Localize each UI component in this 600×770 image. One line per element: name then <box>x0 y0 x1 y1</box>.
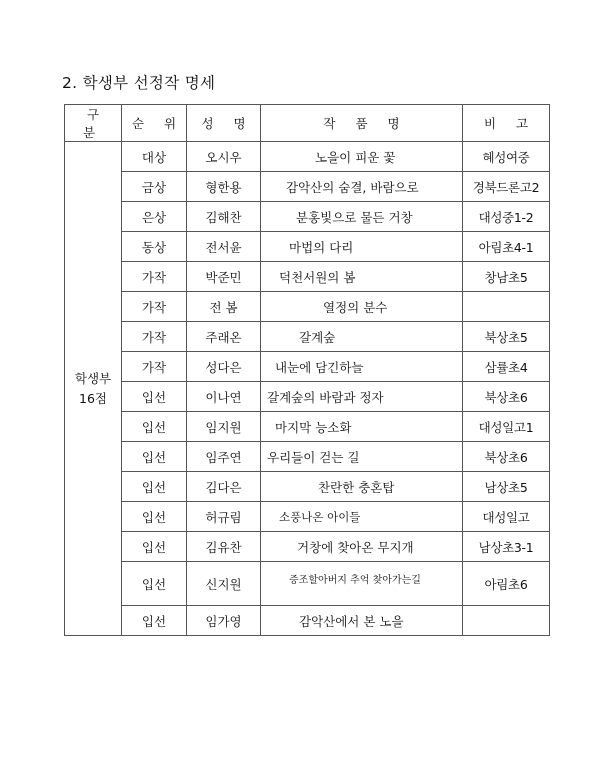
table-row <box>65 352 550 382</box>
category-count: 16점 <box>79 390 107 406</box>
name-cell: 임주연 <box>187 442 261 472</box>
note-cell: 북상초5 <box>463 322 550 352</box>
note-cell: 아림초6 <box>463 562 550 606</box>
note-cell: 대성일고1 <box>463 412 550 442</box>
rank-cell: 입선 <box>122 382 187 412</box>
note-cell: 아림초4-1 <box>463 232 550 262</box>
title-text: 분홍빛으로 물든 거창 <box>296 209 413 225</box>
title-text: 마법의 다리 <box>289 239 354 255</box>
note-cell: 경북드론고2 <box>463 172 550 202</box>
note-cell: 대성일고 <box>463 502 550 532</box>
name-cell: 오시우 <box>187 142 261 172</box>
header-rank: 순 위 <box>122 105 187 142</box>
note-cell: 북상초6 <box>463 442 550 472</box>
table-header-row <box>65 105 550 142</box>
title-cell <box>261 382 463 412</box>
note-cell: 북상초6 <box>463 382 550 412</box>
rank-cell: 가작 <box>122 262 187 292</box>
title-cell <box>261 142 463 172</box>
name-cell: 이나연 <box>187 382 261 412</box>
title-cell <box>261 532 463 562</box>
title-text: 감악산에서 본 노을 <box>299 613 404 629</box>
rank-cell: 가작 <box>122 352 187 382</box>
title-cell <box>261 502 463 532</box>
table-row <box>65 562 550 606</box>
table-row <box>65 442 550 472</box>
title-cell <box>261 352 463 382</box>
rank-cell: 입선 <box>122 532 187 562</box>
note-cell: 남상초3-1 <box>463 532 550 562</box>
title-cell <box>261 262 463 292</box>
note-cell: 남상초5 <box>463 472 550 502</box>
title-text: 갈계숲의 바람과 정자 <box>267 389 384 405</box>
note-cell: 혜성여중 <box>463 142 550 172</box>
table-row <box>65 472 550 502</box>
name-cell: 주래온 <box>187 322 261 352</box>
title-cell <box>261 472 463 502</box>
table-row <box>65 532 550 562</box>
title-cell <box>261 412 463 442</box>
rank-cell: 입선 <box>122 606 187 636</box>
name-cell: 형한용 <box>187 172 261 202</box>
title-text: 내눈에 담긴하늘 <box>275 359 364 375</box>
name-cell: 전서윤 <box>187 232 261 262</box>
rank-cell: 입선 <box>122 502 187 532</box>
header-note: 비 고 <box>463 105 550 142</box>
rank-cell: 가작 <box>122 322 187 352</box>
name-cell: 신지원 <box>187 562 261 606</box>
table-row <box>65 606 550 636</box>
rank-cell: 입선 <box>122 442 187 472</box>
header-title: 작 품 명 <box>261 105 463 142</box>
note-cell <box>463 606 550 636</box>
title-cell <box>261 292 463 322</box>
note-cell: 삼률초4 <box>463 352 550 382</box>
rank-cell: 입선 <box>122 562 187 606</box>
title-text: 소풍나온 아이들 <box>279 509 361 524</box>
name-cell: 김해찬 <box>187 202 261 232</box>
name-cell: 허규림 <box>187 502 261 532</box>
rank-cell: 가작 <box>122 292 187 322</box>
title-cell <box>261 202 463 232</box>
table-row <box>65 262 550 292</box>
title-text: 마지막 능소화 <box>275 419 352 435</box>
name-cell: 임지원 <box>187 412 261 442</box>
title-cell <box>261 322 463 352</box>
rank-cell: 동상 <box>122 232 187 262</box>
student-award-table <box>64 104 550 636</box>
category-label: 학생부 <box>74 370 112 386</box>
table-row <box>65 172 550 202</box>
title-text: 감악산의 숨결, 바람으로 <box>286 179 419 195</box>
title-cell <box>261 232 463 262</box>
name-cell: 박준민 <box>187 262 261 292</box>
name-cell: 전 봄 <box>187 292 261 322</box>
rank-cell: 입선 <box>122 412 187 442</box>
note-cell <box>463 292 550 322</box>
header-category: 구 분 <box>65 105 122 142</box>
rank-cell: 은상 <box>122 202 187 232</box>
rank-cell: 금상 <box>122 172 187 202</box>
title-cell <box>261 172 463 202</box>
table-row <box>65 292 550 322</box>
rank-cell: 대상 <box>122 142 187 172</box>
title-cell <box>261 562 463 606</box>
name-cell: 김유찬 <box>187 532 261 562</box>
note-cell: 대성중1-2 <box>463 202 550 232</box>
category-cell <box>65 142 122 636</box>
title-cell <box>261 442 463 472</box>
table-row <box>65 202 550 232</box>
name-cell: 임가영 <box>187 606 261 636</box>
name-cell: 성다은 <box>187 352 261 382</box>
header-name: 성 명 <box>187 105 261 142</box>
table-row <box>65 232 550 262</box>
section-title: 2. 학생부 선정작 명세 <box>62 74 216 92</box>
table-row <box>65 322 550 352</box>
title-text: 덕천서원의 봄 <box>279 269 356 285</box>
name-cell: 김다은 <box>187 472 261 502</box>
title-cell <box>261 606 463 636</box>
note-cell: 창남초5 <box>463 262 550 292</box>
title-text: 찬란한 충혼탑 <box>318 479 395 495</box>
title-text: 열정의 분수 <box>323 299 388 315</box>
title-text: 갈계숲 <box>299 329 336 345</box>
title-text: 증조할아버지 추억 찾아가는길 <box>289 575 421 586</box>
title-text: 거창에 찾아온 무지개 <box>297 539 414 555</box>
title-text: 우리들이 걷는 길 <box>267 449 360 465</box>
table-row <box>65 412 550 442</box>
rank-cell: 입선 <box>122 472 187 502</box>
title-text: 노을이 피운 꽃 <box>315 149 396 165</box>
table-row <box>65 142 550 172</box>
table-row <box>65 382 550 412</box>
table-row <box>65 502 550 532</box>
